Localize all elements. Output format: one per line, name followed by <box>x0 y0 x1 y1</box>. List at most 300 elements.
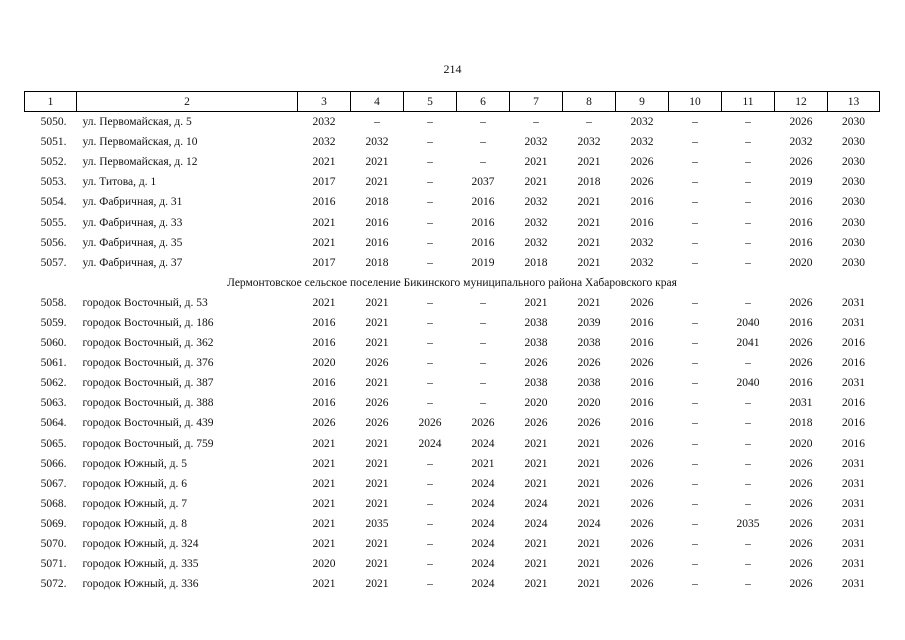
year-cell: 2026 <box>630 517 654 530</box>
year-cell: 2026 <box>789 538 813 551</box>
year-cell: 2017 <box>312 176 336 189</box>
year-cell: 2016 <box>789 196 813 209</box>
year-cell: – <box>427 497 433 510</box>
column-header: 4 <box>351 92 404 112</box>
year-cell: 2026 <box>630 437 654 450</box>
year-cell: 2026 <box>630 558 654 571</box>
row-number: 5059. <box>40 316 67 329</box>
year-cell: 2020 <box>312 357 336 370</box>
year-cell: – <box>427 517 433 530</box>
year-cell: 2018 <box>365 256 389 269</box>
year-cell: 2021 <box>524 538 548 551</box>
year-cell: – <box>480 357 486 370</box>
column-header-row <box>25 92 880 112</box>
year-cell: 2021 <box>365 497 389 510</box>
address-cell: городок Восточный, д. 439 <box>82 417 214 430</box>
year-cell: 2026 <box>630 357 654 370</box>
year-cell: 2032 <box>524 136 548 149</box>
row-number: 5061. <box>40 357 67 370</box>
table-row <box>25 474 880 494</box>
year-cell: 2018 <box>365 196 389 209</box>
year-cell: 2026 <box>630 296 654 309</box>
year-cell: 2026 <box>577 417 601 430</box>
year-cell: – <box>427 256 433 269</box>
year-cell: – <box>692 156 698 169</box>
year-cell: – <box>745 437 751 450</box>
year-cell: – <box>427 236 433 249</box>
year-cell: 2016 <box>312 377 336 390</box>
year-cell: 2020 <box>577 397 601 410</box>
year-cell: – <box>745 136 751 149</box>
table-row <box>25 353 880 373</box>
year-cell: 2016 <box>630 397 654 410</box>
year-cell: – <box>692 357 698 370</box>
address-cell: городок Восточный, д. 759 <box>82 437 214 450</box>
year-cell: 2035 <box>365 517 389 530</box>
column-header: 11 <box>722 92 775 112</box>
year-cell: 2037 <box>471 176 495 189</box>
year-cell: – <box>427 316 433 329</box>
year-cell: 2026 <box>630 477 654 490</box>
table-row <box>25 554 880 574</box>
year-cell: 2024 <box>577 517 601 530</box>
year-cell: 2021 <box>577 477 601 490</box>
year-cell: 2016 <box>789 377 813 390</box>
table-row <box>25 514 880 534</box>
year-cell: 2018 <box>789 417 813 430</box>
year-cell: 2021 <box>577 578 601 591</box>
year-cell: – <box>692 316 698 329</box>
address-cell: ул. Фабричная, д. 37 <box>82 256 183 269</box>
year-cell: – <box>427 357 433 370</box>
year-cell: 2021 <box>365 538 389 551</box>
year-cell: 2032 <box>630 116 654 129</box>
table-row <box>25 333 880 353</box>
year-cell: 2016 <box>312 397 336 410</box>
year-cell: – <box>692 397 698 410</box>
year-cell: 2038 <box>524 337 548 350</box>
column-header: 13 <box>828 92 880 112</box>
year-cell: 2021 <box>577 437 601 450</box>
year-cell: – <box>480 156 486 169</box>
table-row <box>25 373 880 393</box>
year-cell: 2021 <box>577 538 601 551</box>
year-cell: 2019 <box>789 176 813 189</box>
year-cell: 2018 <box>577 176 601 189</box>
year-cell: 2026 <box>789 497 813 510</box>
year-cell: – <box>692 477 698 490</box>
address-cell: городок Южный, д. 336 <box>82 578 199 591</box>
year-cell: 2017 <box>312 256 336 269</box>
year-cell: 2031 <box>842 538 865 551</box>
year-cell: 2016 <box>471 236 495 249</box>
year-cell: 2018 <box>524 256 548 269</box>
row-number: 5068. <box>40 497 67 510</box>
year-cell: – <box>692 377 698 390</box>
column-header: 5 <box>404 92 457 112</box>
address-cell: ул. Первомайская, д. 5 <box>82 116 192 129</box>
year-cell: 2026 <box>471 417 495 430</box>
year-cell: 2030 <box>842 196 865 209</box>
address-cell: ул. Первомайская, д. 10 <box>82 136 198 149</box>
year-cell: 2031 <box>842 558 865 571</box>
address-cell: городок Восточный, д. 362 <box>82 337 214 350</box>
year-cell: – <box>427 397 433 410</box>
year-cell: 2026 <box>630 578 654 591</box>
year-cell: – <box>692 578 698 591</box>
year-cell: 2024 <box>471 477 495 490</box>
year-cell: 2030 <box>842 116 865 129</box>
row-number: 5050. <box>40 116 67 129</box>
year-cell: 2026 <box>524 417 548 430</box>
year-cell: – <box>692 517 698 530</box>
row-number: 5072. <box>40 578 67 591</box>
row-number: 5054. <box>40 196 67 209</box>
year-cell: 2032 <box>789 136 813 149</box>
table-row <box>25 313 880 333</box>
year-cell: 2021 <box>312 156 336 169</box>
year-cell: – <box>427 558 433 571</box>
row-number: 5051. <box>40 136 67 149</box>
year-cell: 2031 <box>789 397 813 410</box>
year-cell: – <box>480 296 486 309</box>
row-number: 5060. <box>40 337 67 350</box>
year-cell: 2032 <box>577 136 601 149</box>
table-row <box>25 393 880 413</box>
year-cell: 2039 <box>577 316 601 329</box>
year-cell: 2016 <box>789 216 813 229</box>
year-cell: 2032 <box>630 236 654 249</box>
year-cell: 2021 <box>312 437 336 450</box>
year-cell: – <box>427 457 433 470</box>
year-cell: – <box>692 437 698 450</box>
year-cell: 2021 <box>577 296 601 309</box>
year-cell: 2021 <box>471 457 495 470</box>
year-cell: – <box>427 296 433 309</box>
year-cell: 2021 <box>312 517 336 530</box>
year-cell: 2021 <box>524 176 548 189</box>
year-cell: – <box>745 216 751 229</box>
year-cell: 2021 <box>365 296 389 309</box>
year-cell: 2026 <box>789 558 813 571</box>
year-cell: – <box>427 477 433 490</box>
year-cell: 2016 <box>842 437 865 450</box>
address-cell: городок Южный, д. 7 <box>82 497 187 510</box>
year-cell: 2031 <box>842 477 865 490</box>
year-cell: 2031 <box>842 296 865 309</box>
year-cell: 2026 <box>789 116 813 129</box>
year-cell: – <box>427 136 433 149</box>
year-cell: – <box>692 417 698 430</box>
year-cell: 2021 <box>312 497 336 510</box>
year-cell: – <box>427 377 433 390</box>
row-number: 5067. <box>40 477 67 490</box>
year-cell: 2026 <box>789 156 813 169</box>
year-cell: – <box>427 176 433 189</box>
year-cell: 2016 <box>630 316 654 329</box>
year-cell: 2021 <box>365 176 389 189</box>
year-cell: 2026 <box>365 397 389 410</box>
page-number: 214 <box>443 62 462 76</box>
table-row <box>25 534 880 554</box>
table-row <box>25 152 880 172</box>
address-cell: городок Восточный, д. 186 <box>82 316 214 329</box>
year-cell: – <box>533 116 539 129</box>
year-cell: – <box>692 196 698 209</box>
year-cell: 2024 <box>471 497 495 510</box>
year-cell: 2040 <box>736 377 760 390</box>
year-cell: 2021 <box>524 156 548 169</box>
year-cell: 2021 <box>312 457 336 470</box>
section-header-row <box>25 273 880 293</box>
year-cell: – <box>692 256 698 269</box>
year-cell: 2024 <box>471 578 495 591</box>
year-cell: 2021 <box>524 296 548 309</box>
year-cell: – <box>427 116 433 129</box>
year-cell: 2024 <box>471 517 495 530</box>
year-cell: 2026 <box>365 357 389 370</box>
year-cell: 2021 <box>524 437 548 450</box>
year-cell: – <box>692 538 698 551</box>
year-cell: 2026 <box>418 417 442 430</box>
year-cell: 2021 <box>577 256 601 269</box>
year-cell: 2020 <box>312 558 336 571</box>
table-row <box>25 192 880 212</box>
year-cell: 2038 <box>577 337 601 350</box>
year-cell: 2021 <box>365 316 389 329</box>
year-cell: – <box>692 497 698 510</box>
address-cell: ул. Фабричная, д. 35 <box>82 236 183 249</box>
year-cell: 2030 <box>842 236 865 249</box>
year-cell: 2016 <box>312 337 336 350</box>
year-cell: – <box>745 457 751 470</box>
year-cell: 2038 <box>524 316 548 329</box>
row-number: 5063. <box>40 397 67 410</box>
row-number: 5057. <box>40 256 67 269</box>
year-cell: – <box>480 116 486 129</box>
section-title: Лермонтовское сельское поселение Бикинского муниципального района Хабаровского края <box>227 276 677 289</box>
row-number: 5053. <box>40 176 67 189</box>
year-cell: – <box>480 377 486 390</box>
year-cell: 2030 <box>842 156 865 169</box>
year-cell: – <box>480 316 486 329</box>
year-cell: 2016 <box>630 417 654 430</box>
year-cell: – <box>745 156 751 169</box>
year-cell: 2024 <box>471 538 495 551</box>
year-cell: 2016 <box>842 417 865 430</box>
address-cell: городок Южный, д. 6 <box>82 477 187 490</box>
address-cell: городок Южный, д. 324 <box>82 538 199 551</box>
year-cell: – <box>692 337 698 350</box>
table-row <box>25 413 880 433</box>
year-cell: – <box>745 538 751 551</box>
year-cell: 2035 <box>736 517 760 530</box>
year-cell: 2031 <box>842 517 865 530</box>
year-cell: 2021 <box>312 216 336 229</box>
table-row <box>25 293 880 313</box>
column-header: 8 <box>563 92 616 112</box>
year-cell: 2031 <box>842 377 865 390</box>
year-cell: 2024 <box>524 497 548 510</box>
year-cell: – <box>692 176 698 189</box>
year-cell: 2021 <box>524 477 548 490</box>
row-number: 5069. <box>40 517 67 530</box>
year-cell: 2026 <box>365 417 389 430</box>
year-cell: 2032 <box>365 136 389 149</box>
year-cell: 2021 <box>577 457 601 470</box>
year-cell: – <box>692 296 698 309</box>
address-cell: городок Восточный, д. 388 <box>82 397 214 410</box>
year-cell: – <box>427 216 433 229</box>
year-cell: 2038 <box>524 377 548 390</box>
table-row <box>25 112 880 133</box>
year-cell: 2021 <box>524 457 548 470</box>
year-cell: 2032 <box>524 236 548 249</box>
year-cell: 2021 <box>312 477 336 490</box>
year-cell: 2026 <box>577 357 601 370</box>
column-header: 6 <box>457 92 510 112</box>
year-cell: 2021 <box>577 156 601 169</box>
year-cell: 2026 <box>630 176 654 189</box>
year-cell: – <box>480 136 486 149</box>
year-cell: 2026 <box>630 538 654 551</box>
year-cell: 2020 <box>789 437 813 450</box>
year-cell: 2021 <box>524 578 548 591</box>
year-cell: – <box>374 116 380 129</box>
year-cell: – <box>586 116 592 129</box>
year-cell: – <box>427 337 433 350</box>
address-cell: ул. Фабричная, д. 31 <box>82 196 183 209</box>
column-header: 10 <box>669 92 722 112</box>
year-cell: 2016 <box>842 337 865 350</box>
year-cell: 2030 <box>842 136 865 149</box>
row-number: 5071. <box>40 558 67 571</box>
year-cell: 2030 <box>842 256 865 269</box>
year-cell: 2038 <box>577 377 601 390</box>
address-cell: городок Восточный, д. 387 <box>82 377 214 390</box>
year-cell: – <box>745 477 751 490</box>
row-number: 5062. <box>40 377 67 390</box>
year-cell: 2032 <box>312 116 336 129</box>
year-cell: – <box>745 196 751 209</box>
table-row <box>25 494 880 514</box>
year-cell: 2021 <box>577 216 601 229</box>
year-cell: – <box>480 337 486 350</box>
year-cell: 2021 <box>365 377 389 390</box>
year-cell: 2016 <box>630 216 654 229</box>
year-cell: 2016 <box>630 377 654 390</box>
year-cell: 2031 <box>842 578 865 591</box>
address-cell: ул. Первомайская, д. 12 <box>82 156 198 169</box>
year-cell: 2026 <box>789 337 813 350</box>
table-body <box>25 112 880 595</box>
row-number: 5055. <box>40 216 67 229</box>
column-header: 12 <box>775 92 828 112</box>
address-cell: ул. Фабричная, д. 33 <box>82 216 183 229</box>
table-row <box>25 132 880 152</box>
year-cell: 2032 <box>630 256 654 269</box>
year-cell: 2026 <box>524 357 548 370</box>
year-cell: 2031 <box>842 457 865 470</box>
year-cell: – <box>427 578 433 591</box>
year-cell: – <box>745 578 751 591</box>
year-cell: 2016 <box>365 236 389 249</box>
table-row <box>25 172 880 192</box>
year-cell: 2032 <box>312 136 336 149</box>
address-cell: ул. Титова, д. 1 <box>82 176 157 189</box>
schedule-table <box>24 91 880 594</box>
row-number: 5064. <box>40 417 67 430</box>
year-cell: – <box>745 558 751 571</box>
year-cell: 2021 <box>312 296 336 309</box>
year-cell: – <box>480 397 486 410</box>
year-cell: 2021 <box>312 578 336 591</box>
year-cell: 2021 <box>365 156 389 169</box>
year-cell: – <box>692 457 698 470</box>
year-cell: 2026 <box>630 156 654 169</box>
column-header: 3 <box>298 92 351 112</box>
year-cell: – <box>427 196 433 209</box>
year-cell: 2021 <box>524 558 548 571</box>
row-number: 5070. <box>40 538 67 551</box>
year-cell: 2016 <box>842 357 865 370</box>
year-cell: – <box>692 116 698 129</box>
year-cell: 2016 <box>471 196 495 209</box>
table-row <box>25 253 880 273</box>
year-cell: – <box>745 256 751 269</box>
column-header: 7 <box>510 92 563 112</box>
year-cell: 2021 <box>312 236 336 249</box>
column-header: 9 <box>616 92 669 112</box>
year-cell: 2016 <box>312 316 336 329</box>
year-cell: – <box>427 156 433 169</box>
year-cell: 2021 <box>365 337 389 350</box>
year-cell: 2021 <box>365 457 389 470</box>
year-cell: 2031 <box>842 497 865 510</box>
row-number: 5056. <box>40 236 67 249</box>
year-cell: 2024 <box>471 437 495 450</box>
year-cell: – <box>427 538 433 551</box>
year-cell: 2024 <box>471 558 495 571</box>
year-cell: 2026 <box>789 296 813 309</box>
year-cell: 2040 <box>736 316 760 329</box>
year-cell: 2021 <box>577 196 601 209</box>
row-number: 5058. <box>40 296 67 309</box>
address-cell: городок Восточный, д. 53 <box>82 296 208 309</box>
year-cell: 2016 <box>630 337 654 350</box>
year-cell: 2032 <box>524 196 548 209</box>
year-cell: 2021 <box>312 538 336 551</box>
year-cell: – <box>745 116 751 129</box>
year-cell: 2021 <box>365 477 389 490</box>
row-number: 5052. <box>40 156 67 169</box>
year-cell: 2016 <box>789 316 813 329</box>
year-cell: 2026 <box>312 417 336 430</box>
year-cell: 2026 <box>789 457 813 470</box>
year-cell: 2032 <box>524 216 548 229</box>
year-cell: – <box>692 236 698 249</box>
year-cell: 2032 <box>630 136 654 149</box>
year-cell: – <box>745 236 751 249</box>
table-row <box>25 212 880 232</box>
table-row <box>25 574 880 594</box>
address-cell: городок Южный, д. 335 <box>82 558 199 571</box>
year-cell: 2026 <box>789 357 813 370</box>
year-cell: 2019 <box>471 256 495 269</box>
year-cell: – <box>745 357 751 370</box>
year-cell: – <box>745 296 751 309</box>
address-cell: городок Южный, д. 5 <box>82 457 187 470</box>
